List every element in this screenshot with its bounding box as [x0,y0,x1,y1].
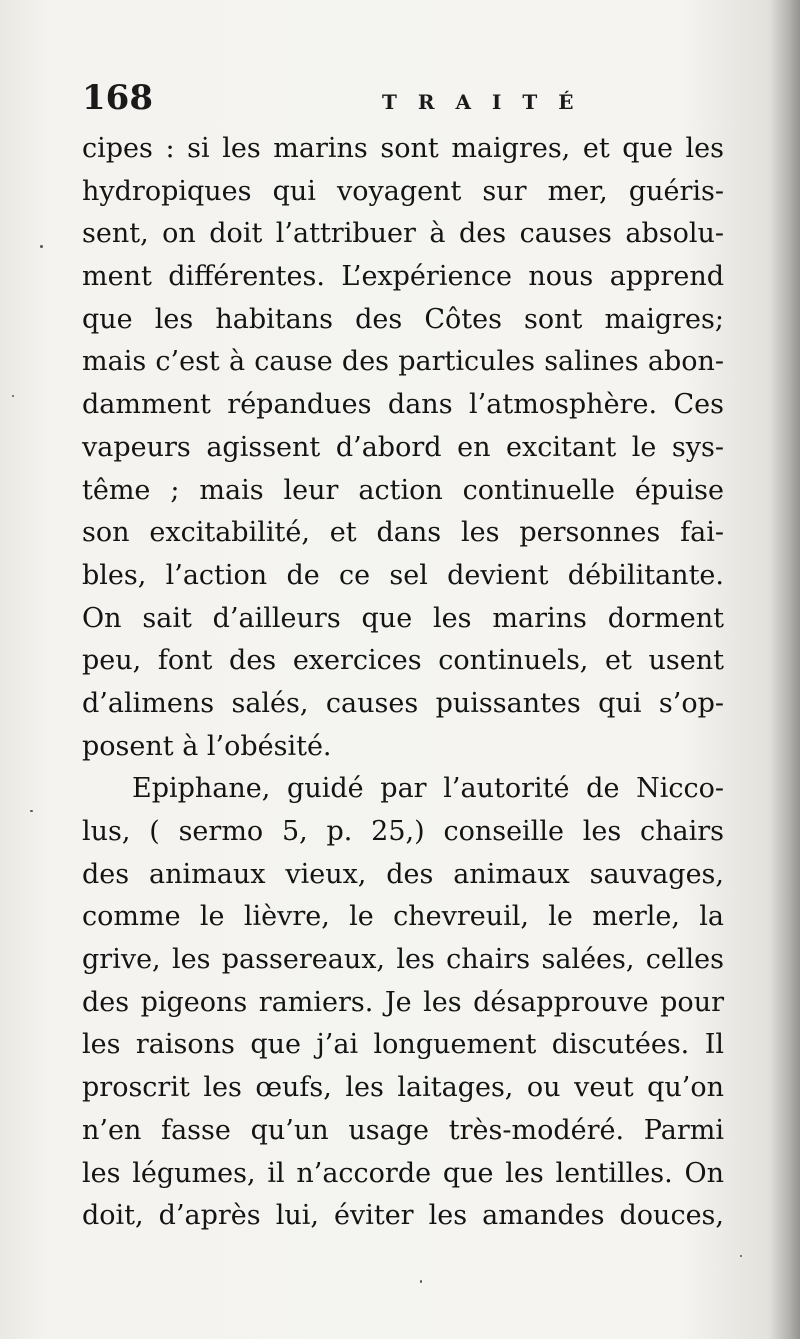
body-text [82,128,724,1238]
text-line: peu, font des exercices continuels, et usent [82,645,724,677]
text-line: son excitabilité, et dans les personnes fai- [82,517,724,549]
text-line: les raisons que j’ai longuement discutées. Il [82,1029,724,1061]
text-line: que les habitans des Côtes sont maigres; [82,303,724,335]
page-edge-shadow [770,0,800,1339]
text-line: n’en fasse qu’un usage très-modéré. Parmi [82,1114,724,1146]
text-line: damment répandues dans l’atmosphère. Ces [82,389,724,421]
text-line: tême ; mais leur action continuelle épuise [82,474,724,506]
text-line: les légumes, il n’accorde que les lentilles. On [82,1157,724,1189]
text-line: proscrit les œufs, les laitages, ou veut qu’on [82,1072,724,1104]
text-line: bles, l’action de ce sel devient débilitante. [82,559,724,591]
text-line: comme le lièvre, le chevreuil, le merle, la [82,901,724,933]
text-line: posent à l’obésité. [82,730,332,762]
paper-speck [740,1255,742,1257]
text-line: doit, d’après lui, éviter les amandes douces, [82,1200,724,1232]
text-line: hydropiques qui voyagent sur mer, guéris- [82,175,724,207]
text-line: des pigeons ramiers. Je les désapprouve pour [82,986,724,1018]
text-line: lus, ( sermo 5, p. 25,) conseille les chairs [82,816,724,847]
paper-speck [40,245,43,248]
page-header [82,78,722,128]
page-number: 168 [82,78,153,118]
text-line: sent, on doit l’attribuer à des causes absolu- [82,218,724,250]
text-line: des animaux vieux, des animaux sauvages, [82,858,724,890]
text-line: ment différentes. L’expérience nous apprend [82,261,724,293]
text-line: mais c’est à cause des particules salines abon- [82,346,724,378]
text-line: On sait d’ailleurs que les marins dorment [82,602,724,634]
text-line: d’alimens salés, causes puissantes qui s’op- [82,687,724,719]
paper-speck [12,395,14,397]
running-title: TRAITÉ [382,90,595,114]
text-line: cipes : si les marins sont maigres, et que les [82,133,724,164]
paper-speck [30,810,33,812]
text-line: Epiphane, guidé par l’autorité de Nicco- [132,773,724,805]
paper-speck [420,1280,422,1283]
text-line: vapeurs agissent d’abord en excitant le sys- [82,431,724,463]
text-line: grive, les passereaux, les chairs salées, celles [82,944,724,976]
